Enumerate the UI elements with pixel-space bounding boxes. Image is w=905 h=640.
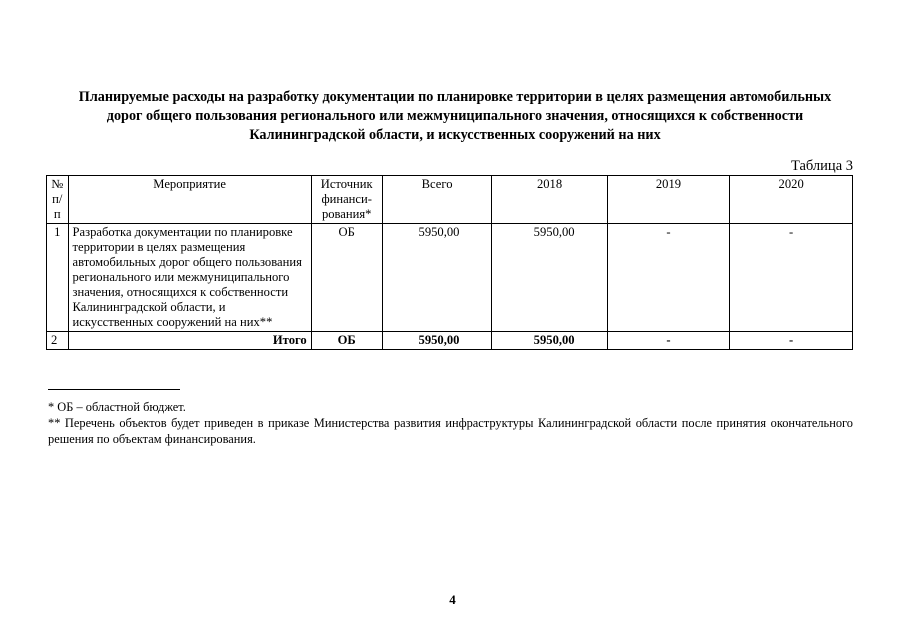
row-2020: - [730,224,853,332]
header-num: № п/п [47,176,69,224]
table-caption: Таблица 3 [790,158,853,174]
total-source: ОБ [311,332,382,350]
expenses-table [46,175,853,350]
table-header-row [47,176,853,224]
total-2019: - [607,332,730,350]
total-2018: 5950,00 [492,332,607,350]
document-title: Планируемые расходы на разработку документации по планировке территории в целях размещения автомобильных дорог общего пользования регионального или межмуниципального значения, относящихся к собственности Калининградской области, и искусственных сооружений на них [78,89,832,143]
header-activity: Мероприятие [68,176,311,224]
header-2019: 2019 [607,176,730,224]
footnote-1: * ОБ – областной бюджет. [48,400,186,414]
header-2018: 2018 [492,176,607,224]
total-2020: - [730,332,853,350]
table-total-row [47,332,853,350]
footnote-divider [48,389,180,390]
footnote-2: ** Перечень объектов будет приведен в приказе Министерства развития инфраструктуры Калининградской области после принятия окончательного решения по объектам финансирования. [48,416,853,446]
header-source: Источник финанси- рования* [311,176,382,224]
row-activity: Разработка документации по планировке территории в целях размещения автомобильных дорог общего пользования регионального или межмуниципального значения, относящихся к собственности Калининградской области, и искусственных сооружений на них** [68,224,311,332]
row-2019: - [607,224,730,332]
header-total: Всего [382,176,492,224]
row-total: 5950,00 [382,224,492,332]
footnotes [48,399,853,447]
table-row [47,224,853,332]
row-num: 1 [47,224,69,332]
total-total: 5950,00 [382,332,492,350]
total-num: 2 [47,332,69,350]
row-source: ОБ [311,224,382,332]
row-2018: 5950,00 [492,224,607,332]
page-number: 4 [449,592,456,607]
header-2020: 2020 [730,176,853,224]
total-label: Итого [68,332,311,350]
